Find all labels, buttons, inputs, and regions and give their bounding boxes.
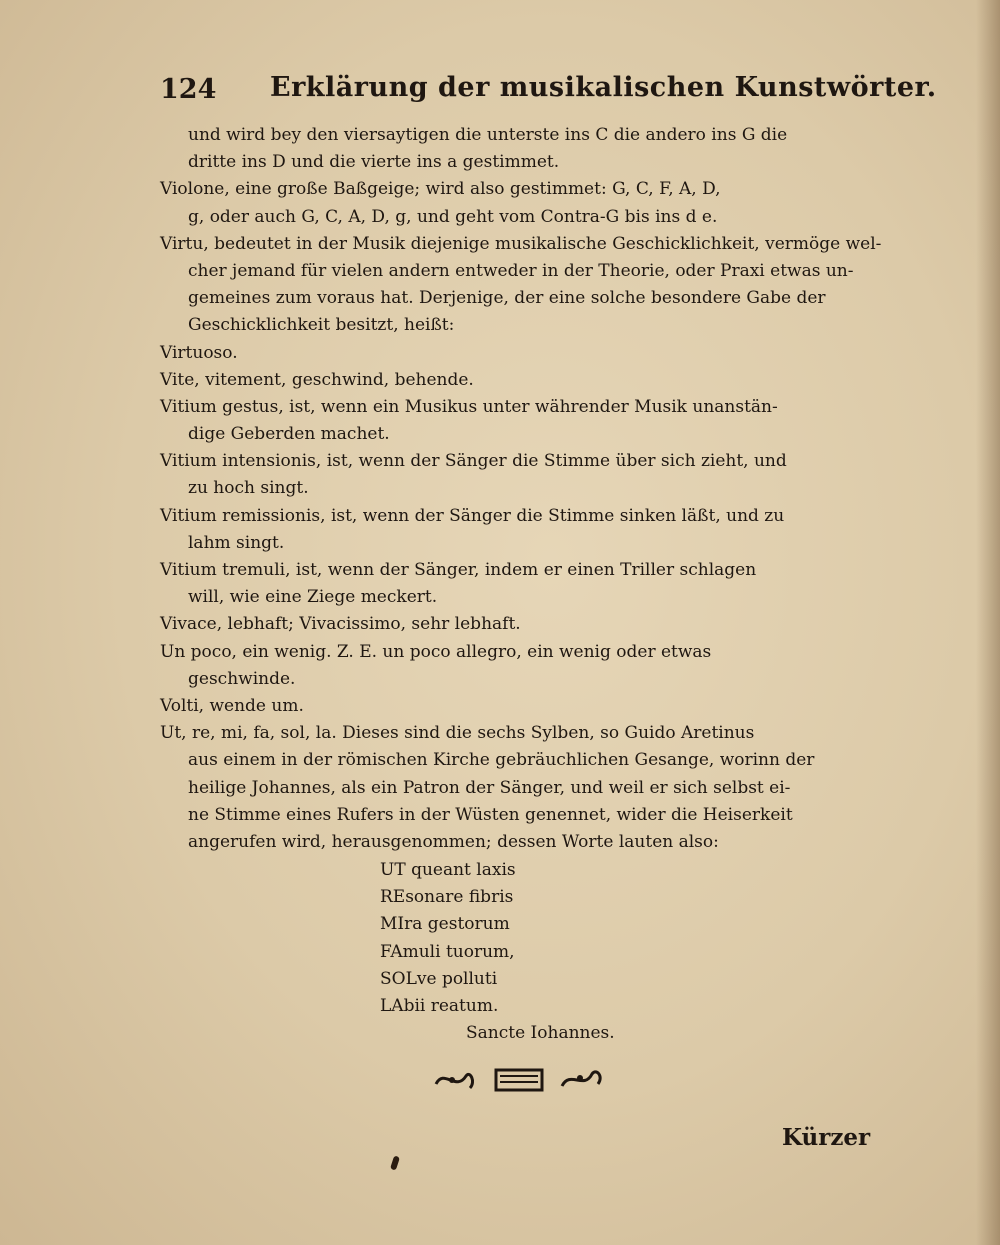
text-line: Volti, wende um. xyxy=(160,695,304,716)
body-text xyxy=(160,122,882,856)
text-line: Vitium tremuli, ist, wenn der Sänger, indem er einen Triller schlagen xyxy=(160,560,757,580)
hymn-line: SOLve polluti xyxy=(380,968,498,989)
hymn-line: LAbii reatum. xyxy=(380,995,499,1016)
text-line: dritte ins D und die vierte ins a gestimmet. xyxy=(188,152,560,173)
ink-spot xyxy=(390,1155,400,1170)
text-line: Vitium gestus, ist, wenn ein Musikus unter währender Musik unanstän- xyxy=(160,396,778,417)
text-line: und wird bey den viersaytigen die unterste ins C die andero ins G die xyxy=(188,125,788,145)
text-line: lahm singt. xyxy=(188,532,285,553)
text-line: gemeines zum voraus hat. Derjenige, der eine solche besondere Gabe der xyxy=(188,288,826,309)
text-line: zu hoch singt. xyxy=(188,478,309,499)
text-line: dige Geberden machet. xyxy=(188,424,390,445)
page-header xyxy=(160,68,937,110)
text-line: Violone, eine große Baßgeige; wird also gestimmet: G, C, F, A, D, xyxy=(160,179,721,200)
hymn-line: Sancte Iohannes. xyxy=(466,1023,615,1044)
text-line: geschwinde. xyxy=(188,668,296,689)
catchword: Kürzer xyxy=(782,1124,871,1151)
hymn-line: FAmuli tuorum, xyxy=(380,941,515,962)
running-title: Erklärung der musikalischen Kunstwörter. xyxy=(270,72,937,103)
text-line: Geschicklichkeit besitzt, heißt: xyxy=(188,315,455,336)
text-line: heilige Johannes, als ein Patron der Sänger, und weil er sich selbst ei- xyxy=(188,777,791,798)
text-line: Virtu, bedeutet in der Musik diejenige musikalische Geschicklichkeit, vermöge wel- xyxy=(160,233,882,254)
text-line: Vivace, lebhaft; Vivacissimo, sehr lebhaft. xyxy=(160,614,521,635)
text-line: Vitium remissionis, ist, wenn der Sänger die Stimme sinken läßt, und zu xyxy=(160,505,785,526)
text-line: ne Stimme eines Rufers in der Wüsten genennet, wider die Heiserkeit xyxy=(188,804,793,825)
hymn-line: MIra gestorum xyxy=(380,914,510,935)
text-line: Vitium intensionis, ist, wenn der Sänger die Stimme über sich zieht, und xyxy=(160,451,787,472)
text-line: Virtuoso. xyxy=(160,342,238,363)
text-line: will, wie eine Ziege meckert. xyxy=(188,587,438,608)
text-line: Ut, re, mi, fa, sol, la. Dieses sind die sechs Sylben, so Guido Aretinus xyxy=(160,723,755,744)
text-line: angerufen wird, herausgenommen; dessen Worte lauten also: xyxy=(188,831,719,852)
page-edge-shadow xyxy=(976,0,1000,1245)
hymn-verse xyxy=(380,857,720,1047)
text-line: cher jemand für vielen andern entweder in der Theorie, oder Praxi etwas un- xyxy=(188,260,854,281)
text-line: Un poco, ein wenig. Z. E. un poco allegro, ein wenig oder etwas xyxy=(160,641,712,662)
text-line: aus einem in der römischen Kirche gebräuchlichen Gesange, worinn der xyxy=(188,750,815,771)
printer-ornament-icon xyxy=(430,1062,610,1096)
hymn-line: REsonare fibris xyxy=(380,887,514,908)
hymn-line: UT queant laxis xyxy=(380,860,516,880)
text-line: Vite, vitement, geschwind, behende. xyxy=(160,369,474,390)
text-line: g, oder auch G, C, A, D, g, und geht vom Contra-G bis ins d e. xyxy=(188,206,718,227)
page-number: 124 xyxy=(160,74,217,105)
